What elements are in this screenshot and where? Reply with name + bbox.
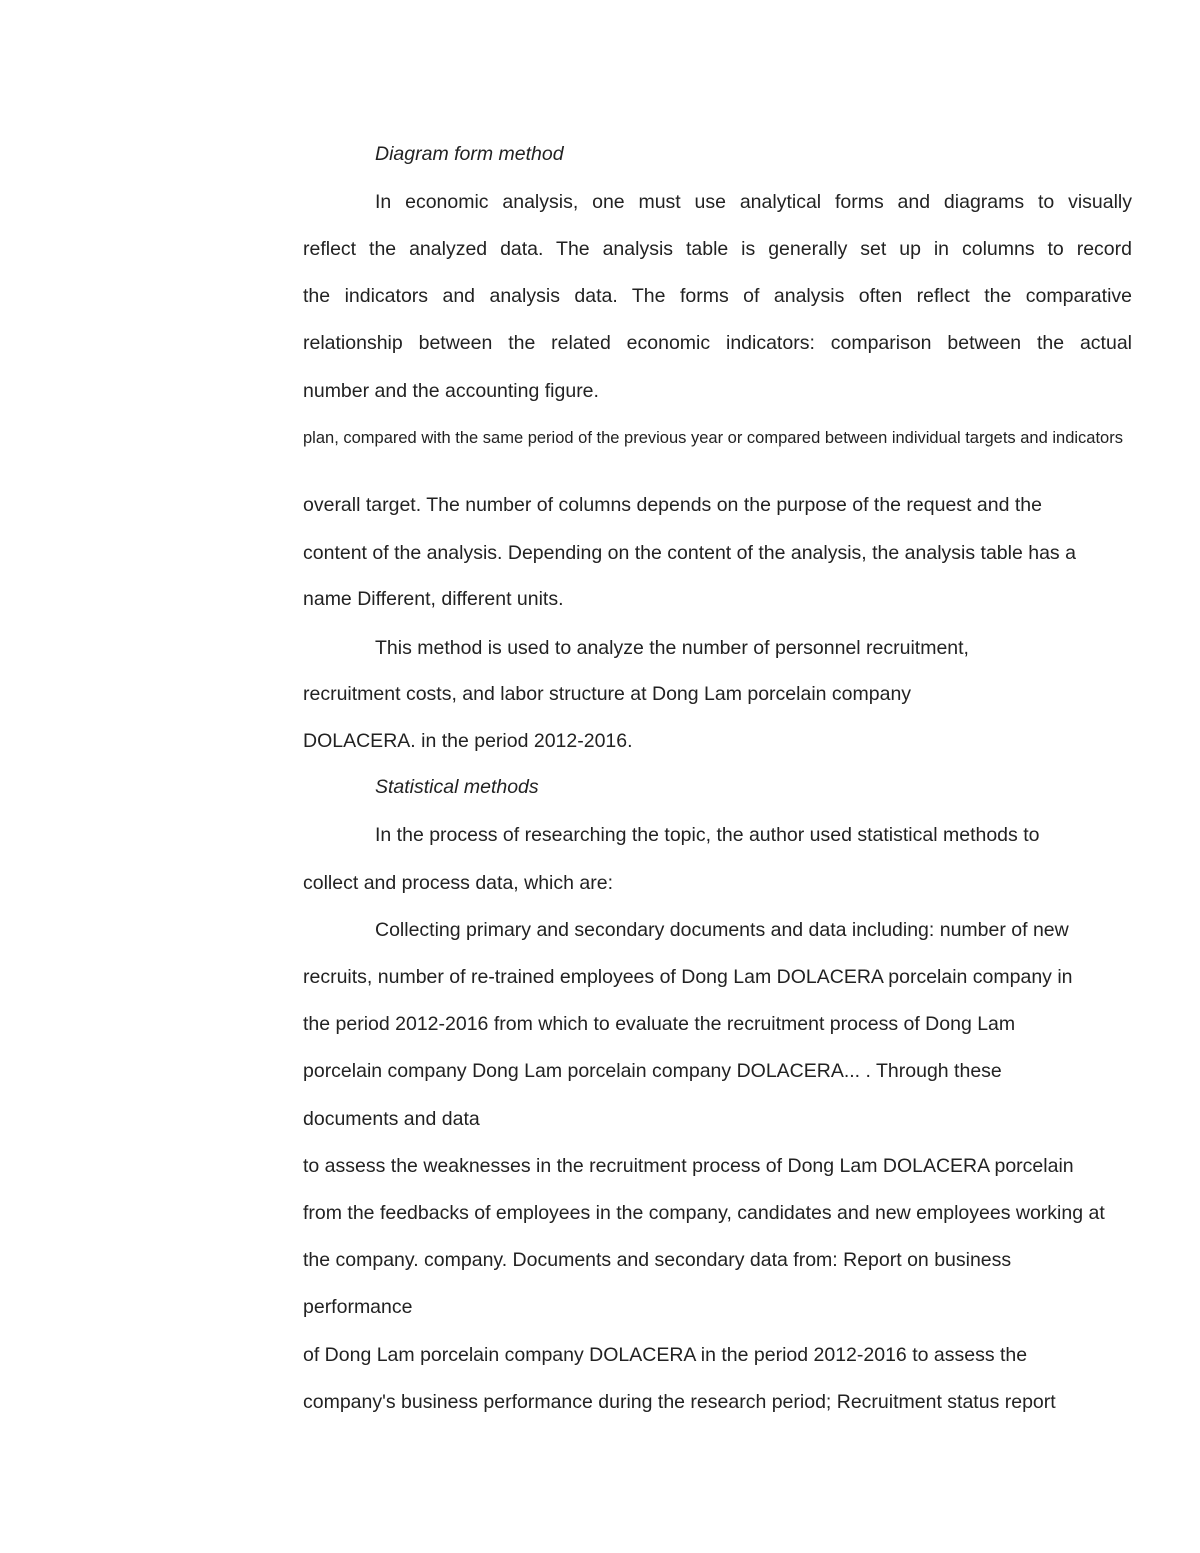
text-line: the period 2012-2016 from which to evaluate the recruitment process of Dong Lam (303, 1013, 1016, 1035)
text-line: number and the accounting figure. (303, 380, 599, 402)
text-line: porcelain company Dong Lam porcelain company DOLACERA... . Through these (303, 1060, 1002, 1082)
text-line: recruits, number of re-trained employees of Dong Lam DOLACERA porcelain company in (303, 966, 1073, 988)
text-line: DOLACERA. in the period 2012-2016. (303, 730, 633, 752)
text-line: name Different, different units. (303, 588, 564, 610)
text-line: relationship between the related economic indicators: comparison between the actual (303, 332, 1132, 354)
text-line: from the feedbacks of employees in the company, candidates and new employees working at (303, 1202, 1105, 1224)
heading-diagram-form-method: Diagram form method (375, 143, 564, 165)
text-line: recruitment costs, and labor structure at Dong Lam porcelain company (303, 683, 912, 705)
text-line: collect and process data, which are: (303, 872, 614, 894)
heading-statistical-methods: Statistical methods (375, 776, 539, 798)
text-line: Collecting primary and secondary documents and data including: number of new (375, 919, 1069, 941)
text-line: This method is used to analyze the number of personnel recruitment, (375, 637, 969, 659)
text-line: In economic analysis, one must use analytical forms and diagrams to visually (375, 191, 1132, 213)
text-line: the indicators and analysis data. The forms of analysis often reflect the comparative (303, 285, 1132, 307)
text-line: content of the analysis. Depending on the content of the analysis, the analysis table has a (303, 542, 1076, 564)
text-line: to assess the weaknesses in the recruitment process of Dong Lam DOLACERA porcelain (303, 1155, 1074, 1177)
text-line: In the process of researching the topic, the author used statistical methods to (375, 824, 1040, 846)
small-text-paragraph: plan, compared with the same period of the previous year or compared between individual targets and indicators (303, 429, 1123, 447)
text-line: the company. company. Documents and secondary data from: Report on business (303, 1249, 1012, 1271)
text-line: performance (303, 1296, 413, 1318)
text-line: company's business performance during the research period; Recruitment status report (303, 1391, 1056, 1413)
text-line: of Dong Lam porcelain company DOLACERA in the period 2012-2016 to assess the (303, 1344, 1028, 1366)
text-line: documents and data (303, 1108, 480, 1130)
text-line: overall target. The number of columns depends on the purpose of the request and the (303, 494, 1042, 516)
text-line: reflect the analyzed data. The analysis table is generally set up in columns to record (303, 238, 1132, 260)
